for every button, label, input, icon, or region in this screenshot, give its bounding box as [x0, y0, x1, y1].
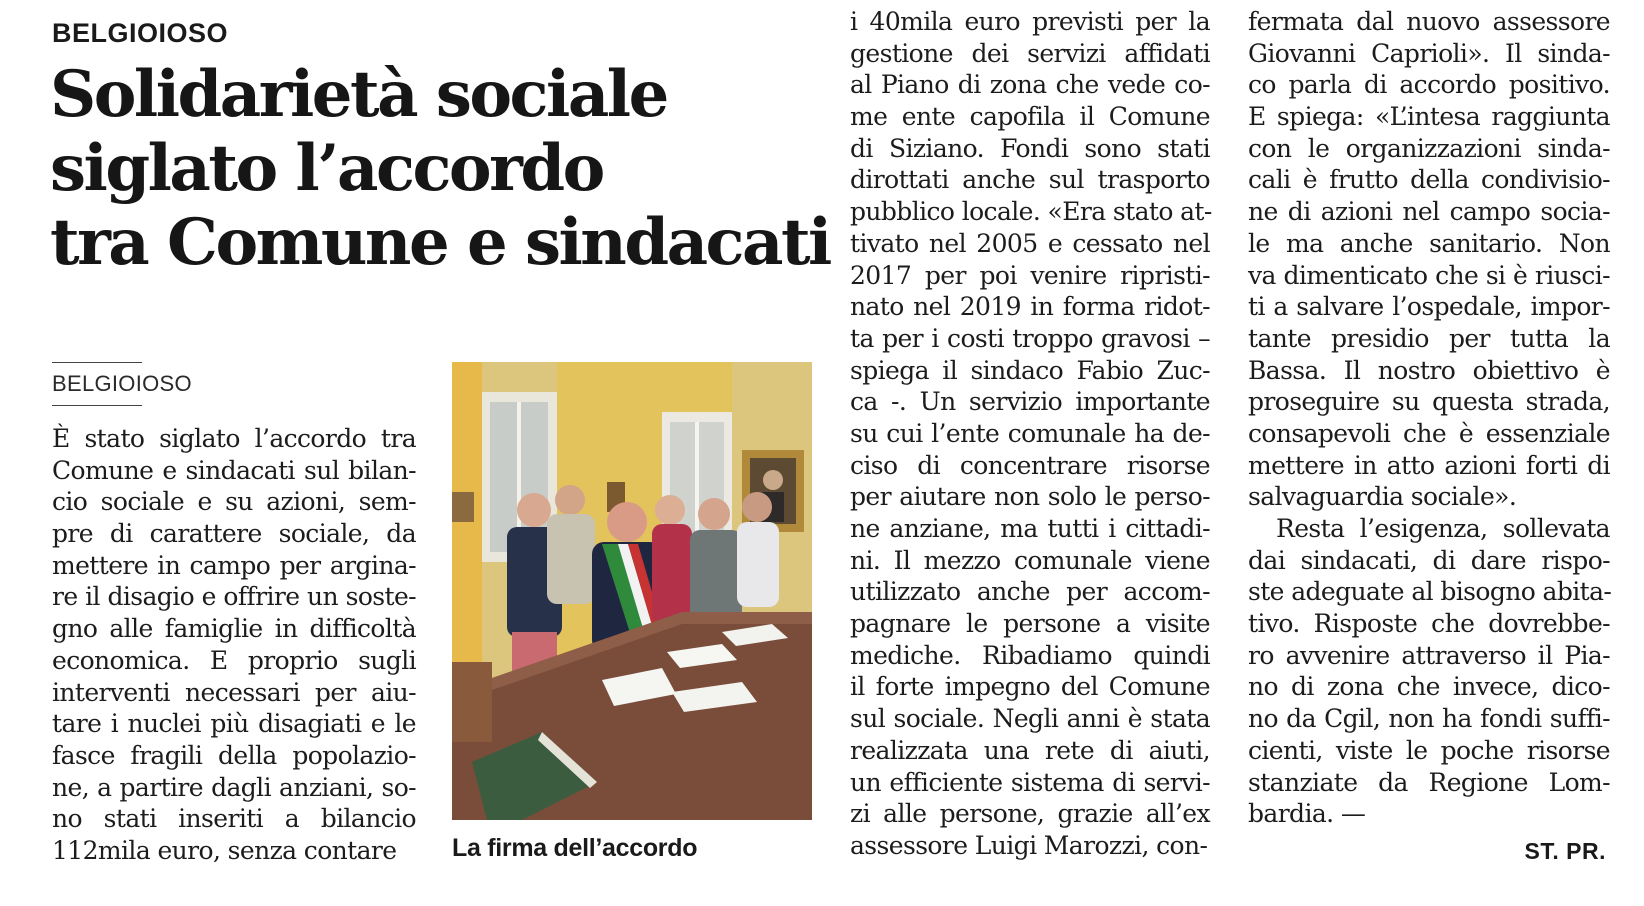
article-text-line: ne di azioni nel campo socia- — [1248, 197, 1610, 227]
article-text-line: 112mila euro, senza contare — [52, 835, 397, 865]
article-text-line: Comune e sindacati sul bilan- — [52, 455, 416, 485]
article-text-line: tante presidio per tutta la — [1248, 323, 1610, 353]
article-text-line: i 40mila euro previsti per la — [850, 7, 1210, 36]
article-text-line: consapevoli che è essenziale — [1248, 418, 1610, 448]
article-text-line: pagnare le persone a visite — [850, 609, 1210, 639]
article-text-line: realizzata una rete di aiuti, — [850, 735, 1210, 765]
article-text-line: proseguire su questa strada, — [1248, 387, 1610, 417]
article-text-line: ste adeguate al bisogno abita- — [1248, 577, 1612, 607]
article-text-line: ti a salvare l’ospedale, impor- — [1248, 292, 1610, 322]
byline-rule-top — [52, 362, 142, 363]
article-text-line: È stato siglato l’accordo tra — [52, 424, 416, 453]
article-text-line: ne, a partire dagli anziani, so- — [52, 772, 416, 802]
article-text-line: zi alle persone, grazie all’ex — [850, 799, 1210, 829]
article-text-line: mettere in atto azioni forti di — [1248, 450, 1610, 480]
article-text-line: fasce fragili della popolazio- — [52, 740, 416, 770]
article-text-line: E spiega: «L’intesa raggiunta — [1248, 102, 1610, 132]
headline — [50, 57, 830, 280]
article-text-line: spiega il sindaco Fabio Zuc- — [850, 355, 1210, 385]
photo-caption: La firma dell’accordo — [452, 834, 698, 862]
article-text-line: le ma anche sanitario. Non — [1248, 228, 1610, 258]
article-photo — [452, 362, 812, 820]
article-text-line: fermata dal nuovo assessore — [1248, 7, 1610, 36]
article-text-line: mettere in campo per argina- — [52, 550, 416, 580]
article-text-line: ni. Il mezzo comunale viene — [850, 545, 1210, 575]
byline: BELGIOIOSO — [52, 371, 192, 396]
article-text-line: ca -. Un servizio importante — [850, 387, 1210, 417]
article-text-line: Giovanni Caprioli». Il sinda- — [1248, 38, 1610, 68]
article-text-line: utilizzato anche per accom- — [850, 577, 1210, 607]
article-text-line: cienti, viste le poche risorse — [1248, 735, 1610, 765]
section-kicker: BELGIOIOSO — [52, 18, 229, 48]
article-text-line: dai sindacati, di dare rispo- — [1248, 545, 1610, 575]
article-text-line: mediche. Ribadiamo quindi — [850, 640, 1210, 670]
article-text-line: Resta l’esigenza, sollevata — [1276, 514, 1610, 543]
article-text-line: cali è frutto della condivisio- — [1248, 165, 1610, 195]
article-text-line: va dimenticato che si è riusci- — [1248, 260, 1610, 290]
article-text-line: di Siziano. Fondi sono stati — [850, 133, 1210, 163]
article-text-line: gestione dei servizi affidati — [850, 38, 1210, 68]
article-text-line: un efficiente sistema di servi- — [850, 767, 1210, 797]
article-text-line: re il disagio e offrire un soste- — [52, 582, 416, 612]
article-text-line: no da Cgil, non ha fondi suffi- — [1248, 704, 1610, 734]
article-text-line: il forte impegno del Comune — [850, 672, 1210, 702]
article-text-line: tare i nuclei più disagiati e le — [52, 709, 416, 739]
article-text-line: no di zona che invece, dico- — [1248, 672, 1610, 702]
article-text-line: su cui l’ente comunale ha de- — [850, 418, 1210, 448]
author-signature: ST. PR. — [1524, 838, 1606, 864]
text-column-2 — [850, 6, 1210, 862]
signing-photo-illustration — [452, 362, 812, 820]
article-text-line: 2017 per poi venire ripristi- — [850, 260, 1210, 290]
article-text-line: ro avvenire attraverso il Pia- — [1248, 640, 1610, 670]
article-text-line: ne anziane, ma tutti i cittadi- — [850, 514, 1210, 543]
headline-line: Solidarietà sociale — [50, 57, 667, 132]
headline-line: tra Comune e sindacati — [50, 205, 830, 280]
article-text-line: stanziate da Regione Lom- — [1248, 767, 1610, 797]
byline-rule-bottom — [52, 405, 142, 406]
article-text-line: per aiutare non solo le perso- — [850, 482, 1210, 512]
article-text-line: interventi necessari per aiu- — [52, 677, 416, 707]
article-text-line: cio sociale e su azioni, sem- — [52, 487, 416, 517]
article-text-line: pubblico locale. «Era stato at- — [850, 197, 1212, 227]
article-text-line: con le organizzazioni sinda- — [1248, 133, 1610, 163]
article-text-line: co parla di accordo positivo. — [1248, 70, 1610, 100]
article-text-line: tivato nel 2005 e cessato nel — [850, 228, 1210, 258]
article-text-line: economica. E proprio sugli — [52, 645, 416, 675]
article-text-line: ciso di concentrare risorse — [850, 450, 1210, 480]
article-text-line: al Piano di zona che vede co- — [850, 70, 1210, 100]
article-text-line: sul sociale. Negli anni è stata — [850, 704, 1210, 734]
article-text-line: salvaguardia sociale». — [1248, 482, 1517, 512]
article-text-line: no stati inseriti a bilancio — [52, 804, 416, 834]
article-text-line: Bassa. Il nostro obiettivo è — [1248, 355, 1610, 385]
text-column-3 — [1248, 6, 1610, 830]
article-text-line: assessore Luigi Marozzi, con- — [850, 830, 1208, 860]
headline-line: siglato l’accordo — [50, 131, 603, 206]
article-text-line: me ente capofila il Comune — [850, 102, 1210, 132]
article-text-line: pre di carattere sociale, da — [52, 519, 416, 549]
article-text-line: bardia. — — [1248, 799, 1366, 829]
article-text-line: ta per i costi troppo gravosi – — [850, 323, 1210, 353]
article-text-line: tivo. Risposte che dovrebbe- — [1248, 609, 1610, 639]
article-text-line: dirottati anche sul trasporto — [850, 165, 1210, 195]
article-text-line: gno alle famiglie in difficoltà — [52, 614, 416, 644]
text-column-1 — [52, 423, 416, 867]
article-text-line: nato nel 2019 in forma ridot- — [850, 292, 1210, 322]
